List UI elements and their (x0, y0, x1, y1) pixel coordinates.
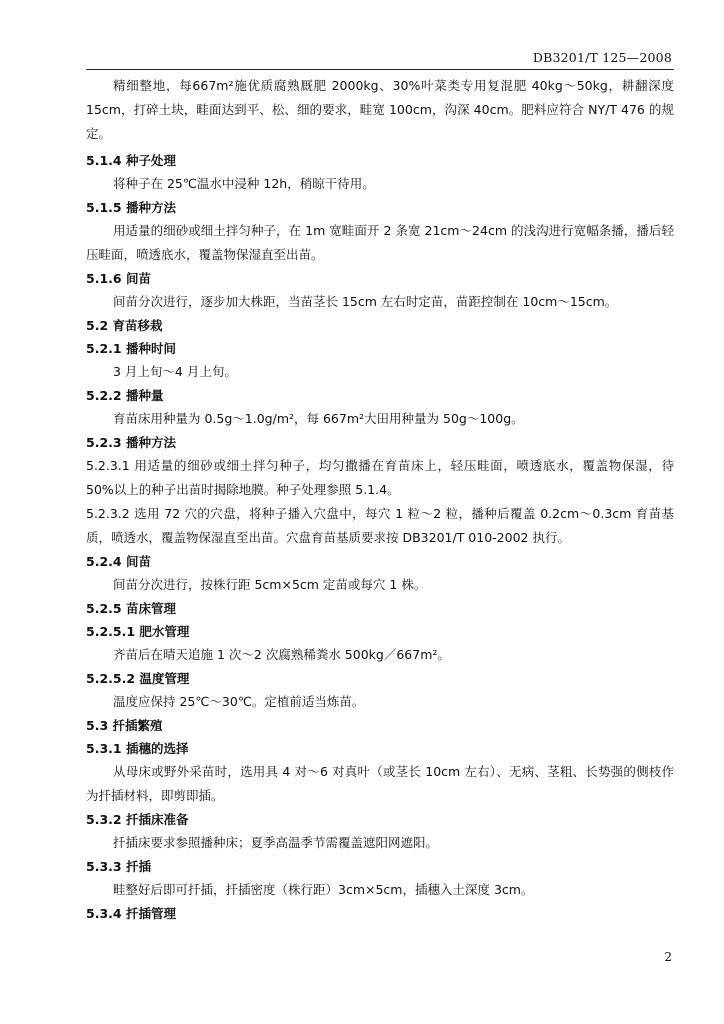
paragraph: 3 月上旬～4 月上旬。 (113, 364, 237, 379)
section-heading: 5.2.3 播种方法 (86, 435, 176, 450)
paragraph: 从母床或野外采苗时，选用具 4 对～6 对真叶（或茎长 10cm 左右）、无病、茎粗、长势强的侧枝作为扦插材料，即剪即插。 (86, 764, 674, 803)
section-heading: 5.1.6 间苗 (86, 271, 151, 286)
section-heading: 5.3.2 扦插床准备 (86, 812, 189, 827)
section-heading: 5.2.5.1 肥水管理 (86, 624, 190, 639)
section-heading: 5.2.5.2 温度管理 (86, 671, 190, 686)
section-heading: 5.2.2 播种量 (86, 388, 164, 403)
section-heading: 5.2.1 播种时间 (86, 341, 176, 356)
numbered-paragraph: 5.2.3.2 选用 72 穴的穴盘，将种子播入穴盘中，每穴 1 粒～2 粒，播种后覆盖 0.2cm～0.3cm 育苗基质，喷透水，覆盖物保湿直至出苗。穴盘育苗基质要求按 DB3201/T 010-2002 执行。 (86, 506, 674, 545)
paragraph: 畦整好后即可扦插，扦插密度（株行距）3cm×5cm，插穗入土深度 3cm。 (113, 882, 534, 897)
section-heading: 5.2.4 间苗 (86, 554, 151, 569)
section-heading: 5.2 育苗移栽 (86, 318, 163, 333)
paragraph: 将种子在 25℃温水中浸种 12h，稍晾干待用。 (113, 176, 375, 191)
paragraph: 间苗分次进行，逐步加大株距，当苗茎长 15cm 左右时定苗，苗距控制在 10cm～15cm。 (113, 294, 618, 309)
document-code: DB3201/T 125—2008 (532, 50, 672, 65)
section-heading: 5.3 扦插繁殖 (86, 718, 163, 733)
section-heading: 5.3.4 扦插管理 (86, 906, 176, 921)
document-body (86, 74, 674, 925)
section-heading: 5.2.5 苗床管理 (86, 601, 176, 616)
section-heading: 5.3.1 插穗的选择 (86, 741, 189, 756)
section-heading: 5.1.5 播种方法 (86, 200, 176, 215)
paragraph: 间苗分次进行，按株行距 5cm×5cm 定苗或每穴 1 株。 (113, 577, 427, 592)
paragraph: 扦插床要求参照播种床；夏季高温季节需覆盖遮阳网遮阳。 (113, 835, 439, 850)
paragraph: 育苗床用种量为 0.5g～1.0g/m²，每 667m²大田用种量为 50g～100g。 (113, 411, 524, 426)
section-heading: 5.1.4 种子处理 (86, 153, 176, 168)
paragraph: 齐苗后在晴天追施 1 次～2 次腐熟稀粪水 500kg／667m²。 (113, 647, 450, 662)
paragraph: 用适量的细砂或细土拌匀种子，在 1m 宽畦面开 2 条宽 21cm～24cm 的浅沟进行宽幅条播，播后轻压畦面，喷透底水，覆盖物保湿直至出苗。 (86, 223, 674, 262)
paragraph: 精细整地，每667m²施优质腐熟厩肥 2000kg、30%叶菜类专用复混肥 40kg～50kg，耕翻深度 15cm，打碎土块，畦面达到平、松、细的要求，畦宽 100cm，沟深 40cm。肥料应符合 NY/T 476 的规定。 (86, 78, 674, 141)
paragraph: 温度应保持 25℃～30℃。定植前适当炼苗。 (113, 694, 365, 709)
page-number: 2 (664, 950, 672, 964)
header-rule (86, 69, 674, 70)
section-heading: 5.3.3 扦插 (86, 859, 151, 874)
numbered-paragraph: 5.2.3.1 用适量的细砂或细土拌匀种子，均匀撒播在育苗床上，轻压畦面，喷透底水，覆盖物保湿，待 50%以上的种子出苗时揭除地膜。种子处理参照 5.1.4。 (86, 458, 674, 497)
